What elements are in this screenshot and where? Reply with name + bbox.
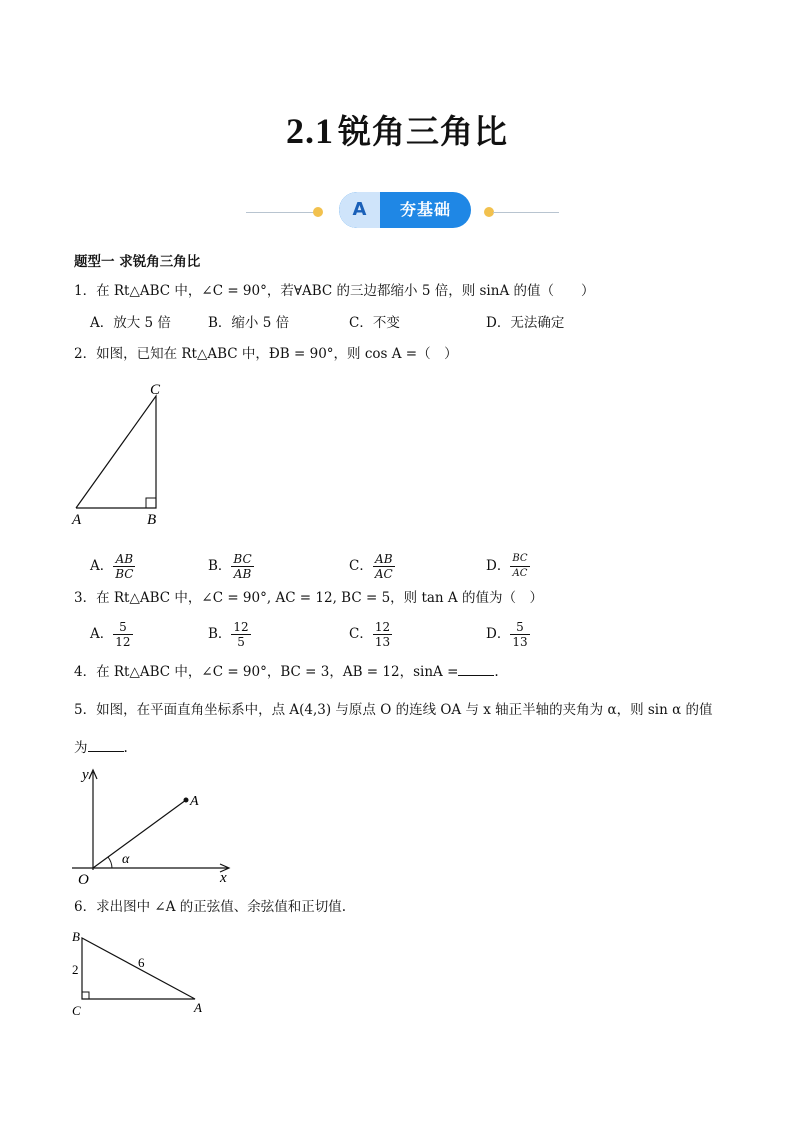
q2-triangle <box>76 396 156 508</box>
q3-option-c-den: 13 <box>374 635 391 649</box>
q2-option-b-den: AB <box>233 567 252 581</box>
q3-option-a-den: 12 <box>115 635 131 649</box>
q1-option-d: D．无法确定 <box>486 315 565 331</box>
q3-option-a-num: 5 <box>113 620 132 635</box>
q2-option-d-label: D． <box>486 558 511 574</box>
q2-label-b: B <box>147 512 157 528</box>
q1-option-c: C．不变 <box>349 315 400 331</box>
q5-label-alpha: α <box>122 852 130 867</box>
q3-option-b-den: 5 <box>237 635 245 649</box>
badge-label: 夯基础 <box>399 200 451 219</box>
title-number: 2.1 <box>286 111 334 151</box>
q2-stem: 2．如图，已知在 Rt△ABC 中，ÐB = 90°，则 cos A =（ ） <box>74 346 458 362</box>
divider-left <box>246 212 316 213</box>
q3-option-b <box>208 620 251 649</box>
q5-line2-end: . <box>123 740 128 756</box>
q1-option-a: A．放大 5 倍 <box>90 315 171 331</box>
q2-option-c-den: AC <box>374 567 393 581</box>
q5-line2-prefix: 为 <box>74 740 88 756</box>
q4-end: . <box>494 664 499 680</box>
q3-option-c-num: 12 <box>374 620 391 634</box>
q6-triangle-figure <box>66 926 216 1022</box>
q6-label-side-bc: 2 <box>72 962 79 977</box>
q4-text: 4．在 Rt△ABC 中，∠C = 90°，BC = 3，AB = 12，sinA = <box>74 664 459 680</box>
q4-blank <box>458 663 494 676</box>
q5-line2 <box>74 739 128 757</box>
q5-coordinate-figure <box>70 762 240 888</box>
q3-option-a <box>90 620 133 649</box>
q2-option-b <box>208 552 254 581</box>
q2-option-a-den: BC <box>115 567 134 581</box>
q6-label-a: A <box>194 1000 202 1015</box>
q2-option-d-num: BC <box>510 552 529 567</box>
title-text: 锐角三角比 <box>338 112 508 151</box>
q5-point-a <box>184 798 189 803</box>
q2-option-c-num: AB <box>373 552 395 567</box>
q5-line1: 5．如图，在平面直角坐标系中，点 A(4,3) 与原点 O 的连线 OA 与 x 轴正半轴的夹角为 α，则 sin α 的值 <box>74 702 713 718</box>
badge-letter: A <box>339 192 380 228</box>
q2-option-a-label: A． <box>90 558 114 574</box>
q5-label-o: O <box>78 872 89 888</box>
q2-option-c <box>349 552 395 581</box>
q5-blank <box>88 739 124 752</box>
q3-stem: 3．在 Rt△ABC 中，∠C = 90°, AC = 12, BC = 5，则 tan A 的值为（ ） <box>74 590 543 606</box>
q2-label-a: A <box>72 512 82 528</box>
divider-right <box>493 212 559 213</box>
page-title <box>0 106 794 153</box>
section-heading: 题型一 求锐角三角比 <box>74 254 201 270</box>
q3-option-c-label: C． <box>349 626 373 642</box>
q6-stem: 6．求出图中 ∠A 的正弦值、余弦值和正切值. <box>74 899 347 915</box>
q5-segment-oa <box>93 800 186 868</box>
q2-triangle-figure <box>66 378 176 528</box>
q3-option-c <box>349 620 392 649</box>
q2-option-d <box>486 552 530 581</box>
q6-right-angle-mark <box>82 992 89 999</box>
q1-option-b: B．缩小 5 倍 <box>208 315 290 331</box>
q4-stem <box>74 663 499 681</box>
q3-option-d-den: 13 <box>512 635 528 649</box>
q3-option-d <box>486 620 530 649</box>
q2-option-b-num: BC <box>233 552 252 566</box>
q5-label-x: x <box>220 870 227 886</box>
q2-option-b-label: B． <box>208 558 232 574</box>
q3-option-b-num: 12 <box>233 620 249 634</box>
q5-label-y: y <box>82 767 89 783</box>
q6-label-c: C <box>72 1003 81 1018</box>
q1-stem: 1．在 Rt△ABC 中，∠C = 90°，若∀ABC 的三边都缩小 5 倍，则 sinA 的值（ ） <box>74 283 595 299</box>
q2-option-d-den: AC <box>512 568 528 579</box>
q6-label-b: B <box>72 929 80 944</box>
q2-option-c-label: C． <box>349 558 373 574</box>
section-badge <box>339 192 471 228</box>
q2-label-c: C <box>150 382 161 398</box>
q6-label-side-ab: 6 <box>138 955 145 970</box>
q3-option-b-label: B． <box>208 626 232 642</box>
q2-option-a <box>90 552 135 581</box>
q5-label-a: A <box>190 794 199 809</box>
dot-left <box>313 207 323 217</box>
q5-angle-arc <box>108 857 112 868</box>
q3-option-d-label: D． <box>486 626 511 642</box>
q2-option-a-num: AB <box>113 552 135 567</box>
q3-option-d-num: 5 <box>510 620 529 635</box>
q2-right-angle-mark <box>146 498 156 508</box>
q3-option-a-label: A． <box>90 626 114 642</box>
